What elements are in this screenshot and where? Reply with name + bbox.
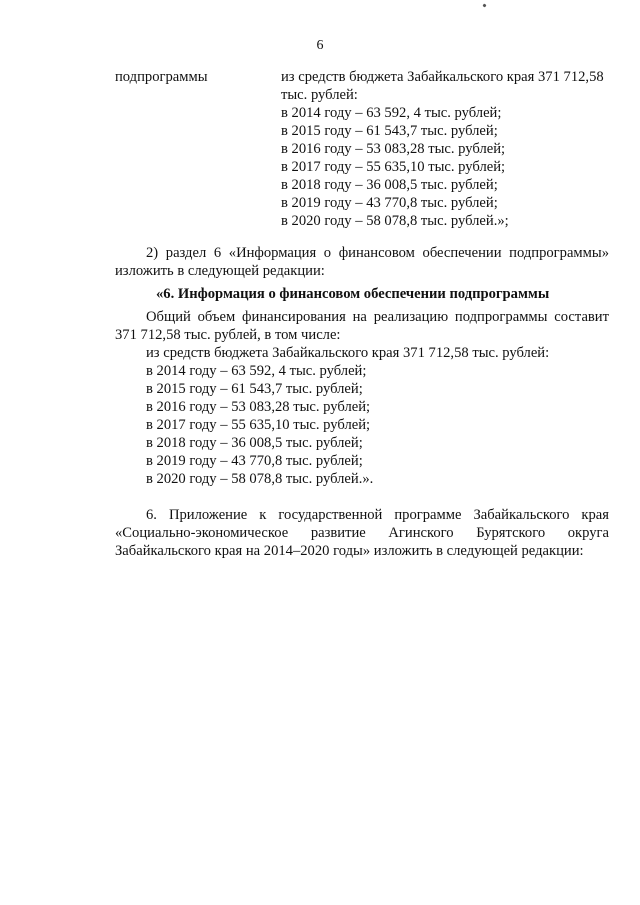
section-para-line2: 371 712,58 тыс. рублей, в том числе: (115, 327, 341, 343)
item6-line1: 6. Приложение к государственной программе Забайкальского края (146, 507, 609, 523)
funding-line: в 2018 году – 36 008,5 тыс. рублей; (146, 435, 363, 451)
funding-line: в 2014 году – 63 592, 4 тыс. рублей; (146, 363, 367, 379)
funding-line: в 2019 году – 43 770,8 тыс. рублей; (146, 453, 363, 469)
section-para-line1: Общий объем финансирования на реализацию подпрограммы составит (146, 309, 609, 325)
section-heading: «6. Информация о финансовом обеспечении подпрограммы (156, 286, 550, 302)
passport-line: из средств бюджета Забайкальского края 371 712,58 (281, 69, 604, 85)
passport-line: в 2017 году – 55 635,10 тыс. рублей; (281, 159, 506, 175)
funding-line: из средств бюджета Забайкальского края 371 712,58 тыс. рублей: (146, 345, 550, 361)
passport-line: тыс. рублей: (281, 87, 358, 103)
item2-line2: изложить в следующей редакции: (115, 263, 325, 279)
item6-line3: Забайкальского края на 2014–2020 годы» изложить в следующей редакции: (115, 543, 584, 559)
funding-line: в 2015 году – 61 543,7 тыс. рублей; (146, 381, 363, 397)
item6-line2: «Социально-экономическое развитие Агинского Бурятского округа (115, 525, 609, 541)
passport-line: в 2020 году – 58 078,8 тыс. рублей.»; (281, 213, 509, 229)
scan-speck (482, 3, 486, 7)
passport-line: в 2014 году – 63 592, 4 тыс. рублей; (281, 105, 502, 121)
funding-line: в 2017 году – 55 635,10 тыс. рублей; (146, 417, 371, 433)
passport-left-label: подпрограммы (115, 69, 208, 85)
passport-line: в 2016 году – 53 083,28 тыс. рублей; (281, 141, 506, 157)
page-number: 6 (316, 38, 324, 53)
passport-line: в 2018 году – 36 008,5 тыс. рублей; (281, 177, 498, 193)
funding-line: в 2016 году – 53 083,28 тыс. рублей; (146, 399, 371, 415)
item2-line1: 2) раздел 6 «Информация о финансовом обеспечении подпрограммы» (146, 245, 609, 261)
passport-line: в 2019 году – 43 770,8 тыс. рублей; (281, 195, 498, 211)
funding-line: в 2020 году – 58 078,8 тыс. рублей.». (146, 471, 374, 487)
passport-line: в 2015 году – 61 543,7 тыс. рублей; (281, 123, 498, 139)
